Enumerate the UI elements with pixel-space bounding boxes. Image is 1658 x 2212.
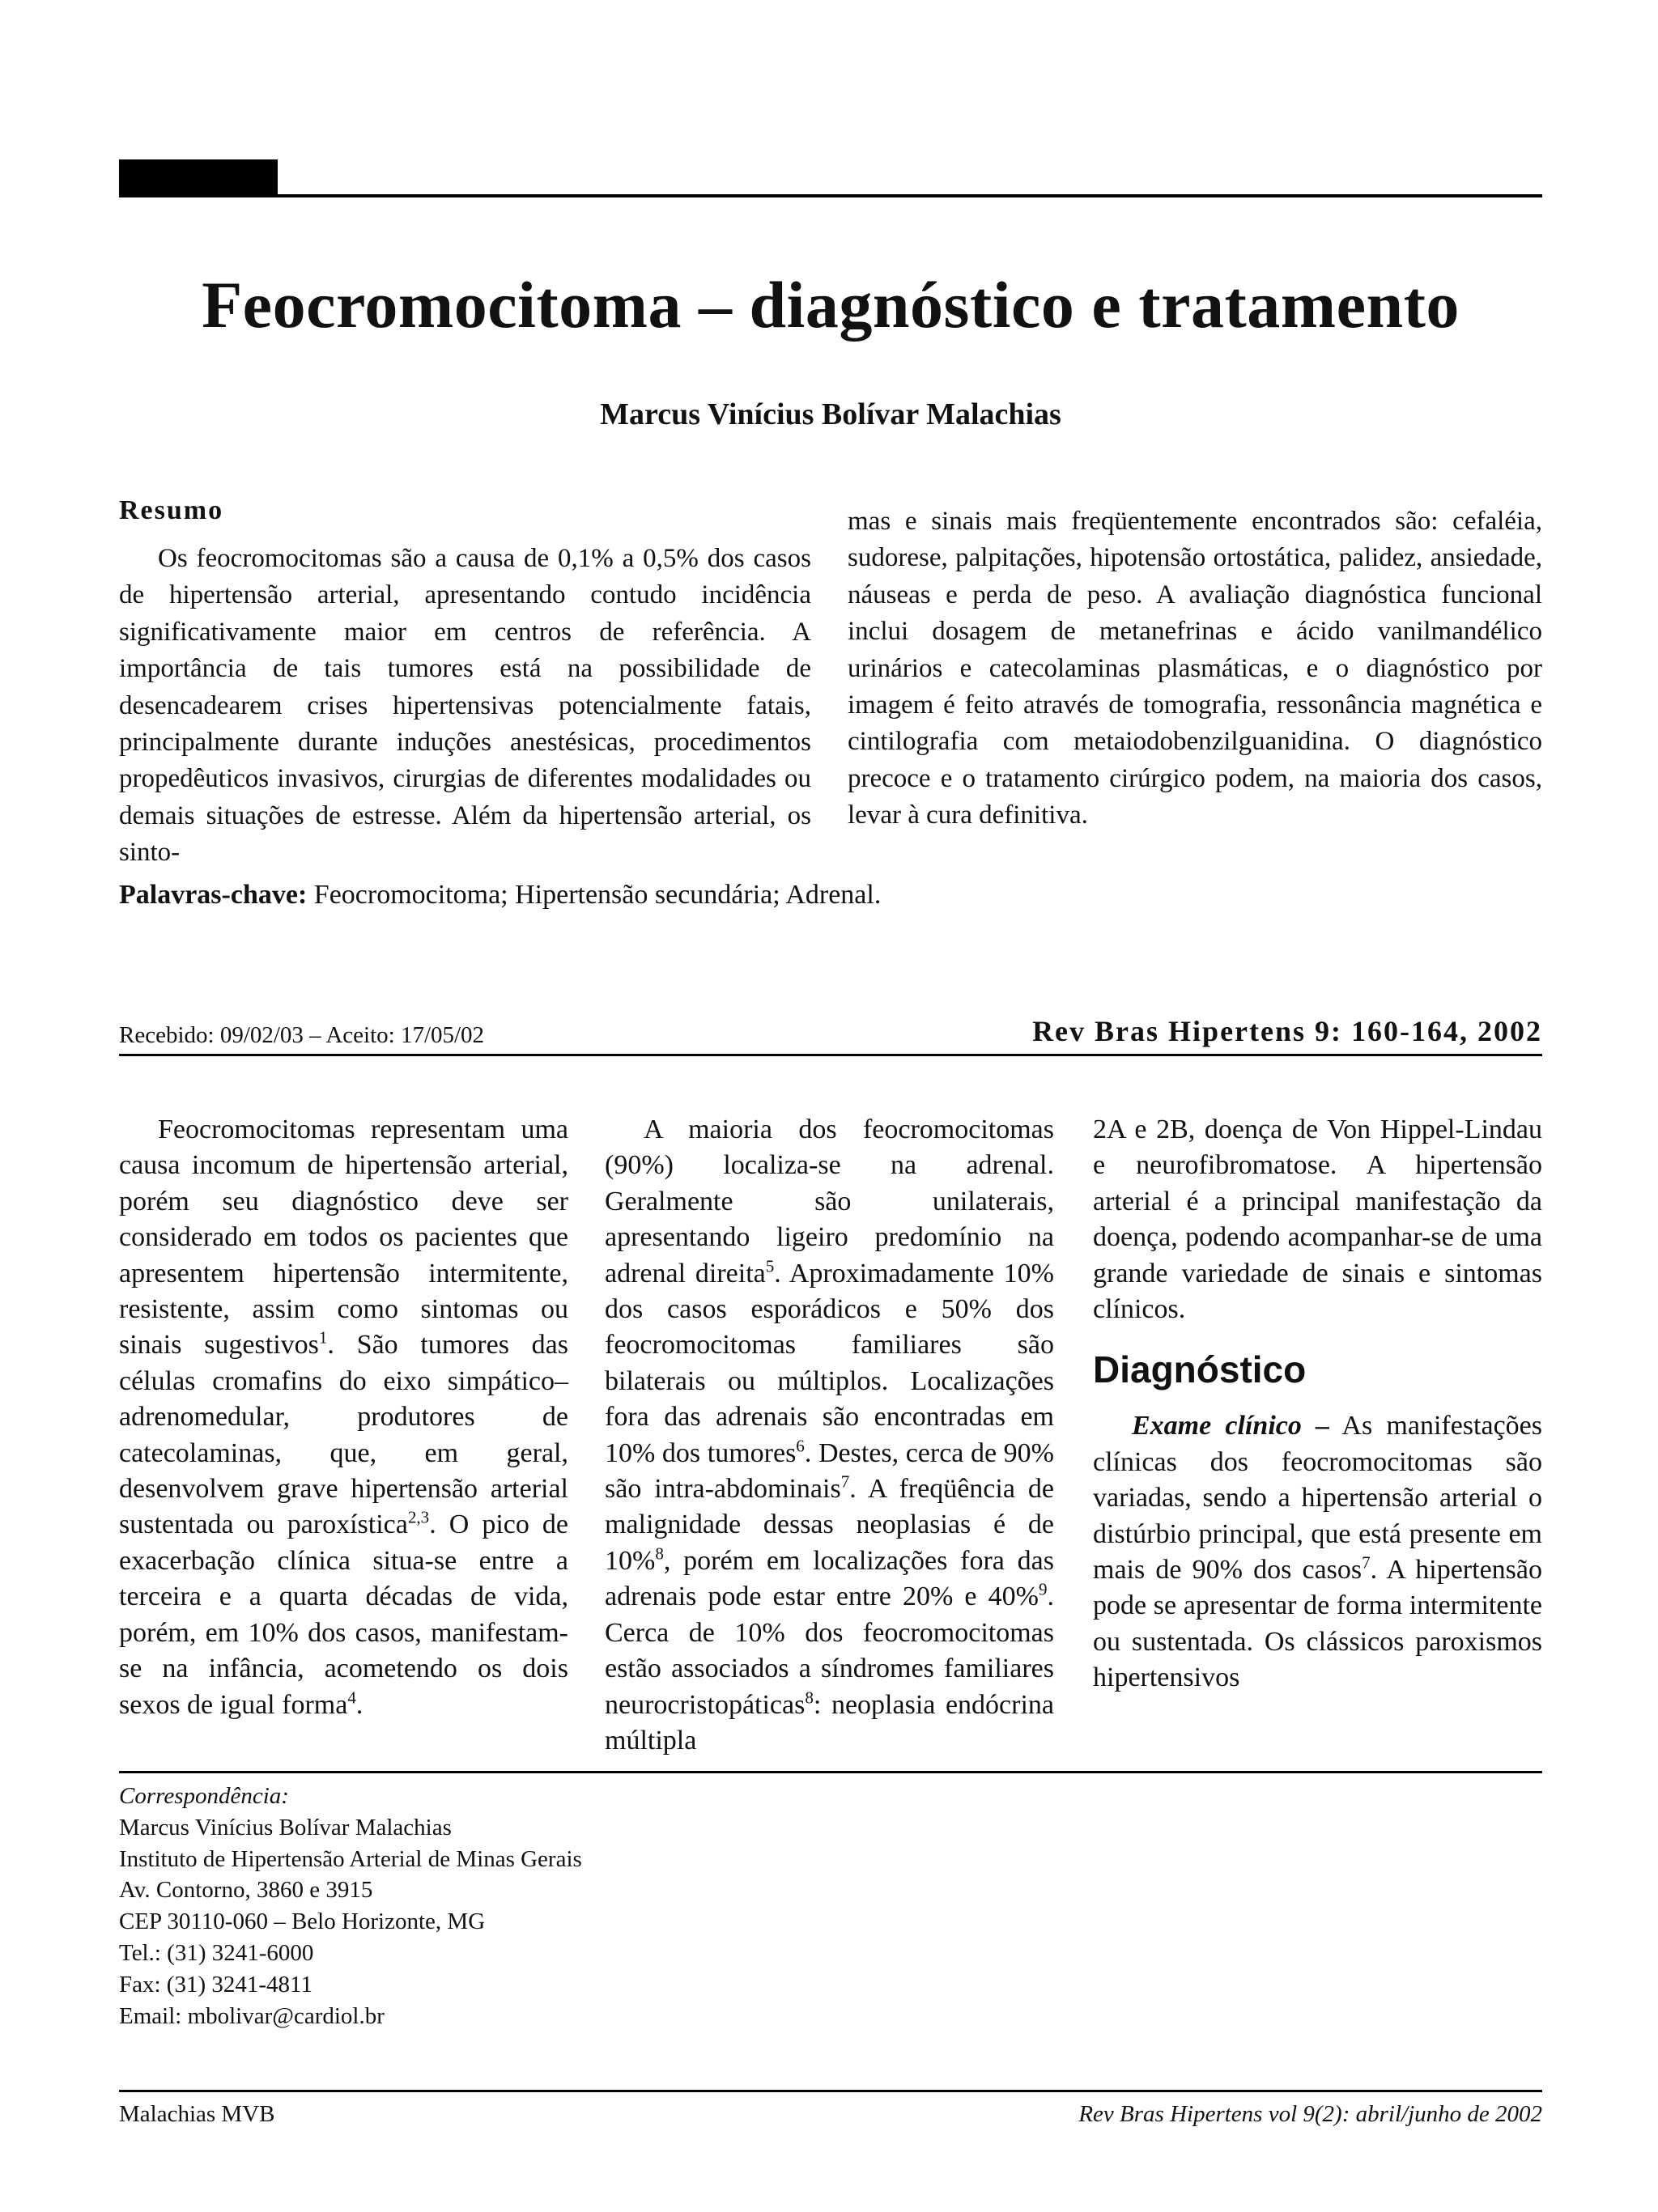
reference-superscript: 7 — [840, 1471, 850, 1492]
correspondence-rule — [119, 1771, 1542, 1773]
correspondence-name: Marcus Vinícius Bolívar Malachias — [119, 1814, 452, 1841]
reference-superscript: 7 — [1362, 1552, 1371, 1573]
header-black-block — [119, 159, 278, 197]
reference-superscript: 8 — [655, 1543, 664, 1564]
footer-rule — [119, 2090, 1542, 2092]
correspondence-institution: Instituto de Hipertensão Arterial de Minas Gerais — [119, 1845, 582, 1872]
abstract-left-text: Os feocromocitomas são a causa de 0,1% a 0,5% dos casos de hipertensão arterial, apresentando contudo incidência significativamente maior em centros de referência. A importância de tais tumores está na possibilidade de desencadearem crises hipertensivas potencialmente fatais, principalmente durante induções anestésicas, procedimentos propedêuticos invasivos, cirurgias de diferentes modalidades ou demais situações de estresse. Além da hipertensão arterial, os sinto- — [119, 544, 811, 868]
received-dates: Recebido: 09/02/03 – Aceito: 17/05/02 — [119, 1022, 485, 1048]
body-column-1 — [119, 1112, 568, 1723]
reference-superscript: 5 — [765, 1256, 775, 1276]
body-column-2 — [605, 1112, 1054, 1759]
abstract-right-text: mas e sinais mais freqüentemente encontrados são: cefaléia, sudorese, palpitações, hipotensão ortostática, palidez, ansiedade, náuseas e perda de peso. A avaliação diagnóstica funcional inclui dosagem de metanefrinas e ácido vanilmandélico urinários e catecolaminas plasmáticas, e o diagnóstico por imagem é feito através de tomografia, ressonância magnética e cintilografia com metaiodobenzilguanidina. O diagnóstico precoce e o tratamento cirúrgico podem, na maioria dos casos, levar à cura definitiva. — [848, 507, 1542, 830]
article-author: Marcus Vinícius Bolívar Malachias — [600, 397, 1061, 431]
body-column-3 — [1093, 1112, 1542, 1696]
correspondence-cep: CEP 30110-060 – Belo Horizonte, MG — [119, 1908, 486, 1935]
keywords — [119, 880, 881, 911]
col2-paragraph: A maioria dos feocromocitomas (90%) localiza-se na adrenal. Geralmente são unilaterais, apresentando ligeiro predomínio na adrenal direita$^5$. Aproximadamente 10% dos casos esporádicos e 50% dos feocromocitomas familiares são bilaterais ou múltiplos. Localizações fora das adrenais são encontradas em 10% dos tumores$^6$. Destes, cerca de 90% são intra-abdominais$^7$. A freqüência de malignidade dessas neoplasias é de 10%$^8$, porém em localizações fora das adrenais pode estar entre 20% e 40%$^9$. Cerca de 10% dos feocromocitomas estão associados a síndromes familiares neurocristopáticas$^8$: neoplasia endócrina múltipla — [605, 1114, 1054, 1756]
correspondence-email: Email: mbolivar@cardiol.br — [119, 2002, 385, 2029]
abstract-left-column — [119, 541, 811, 872]
col3-paragraph-exame: Exame clínico – As manifestações clínicas dos feocromocitomas são variadas, sendo a hipertensão arterial o distúrbio principal, que está presente em mais de 90% dos casos$^7$. A hipertensão pode se apresentar de forma intermitente ou sustentada. Os clássicos paroxismos hipertensivos — [1093, 1411, 1542, 1693]
correspondence-address: Av. Contorno, 3860 e 3915 — [119, 1877, 373, 1904]
journal-citation: Rev Bras Hipertens 9: 160-164, 2002 — [1032, 1015, 1542, 1047]
correspondence-fax: Fax: (31) 3241-4811 — [119, 1971, 312, 1998]
correspondence-tel: Tel.: (31) 3241-6000 — [119, 1939, 314, 1966]
keywords-label: Palavras-chave: — [119, 880, 308, 910]
body-top-rule — [119, 1054, 1542, 1056]
abstract-right-column — [848, 503, 1542, 834]
reference-superscript: 4 — [347, 1688, 356, 1708]
correspondence-block — [119, 1781, 582, 2032]
col1-paragraph: Feocromocitomas representam uma causa incomum de hipertensão arterial, porém seu diagnóstico deve ser considerado em todos os pacientes que apresentem hipertensão intermitente, resistente, assim como sintomas ou sinais sugestivos$^1$. São tumores das células cromafins do eixo simpático–adrenomedular, produtores de catecolaminas, que, em geral, desenvolvem grave hipertensão arterial sustentada ou paroxística$^{2,3}$. O pico de exacerbação clínica situa-se entre a terceira e a quarta décadas de vida, porém, em 10% dos casos, manifestam-se na infância, acometendo os dois sexos de igual forma$^4$. — [119, 1114, 569, 1720]
keywords-value: Feocromocitoma; Hipertensão secundária; Adrenal. — [307, 880, 882, 910]
article-title: Feocromocitoma – diagnóstico e tratamento — [202, 268, 1460, 342]
header-rule — [119, 194, 1542, 197]
reference-superscript: 9 — [1038, 1579, 1048, 1599]
reference-superscript: 1 — [318, 1328, 328, 1348]
reference-superscript: 8 — [805, 1688, 814, 1708]
abstract-heading: Resumo — [119, 495, 224, 525]
reference-superscript: 6 — [796, 1436, 805, 1456]
correspondence-label: Correspondência: — [119, 1783, 289, 1809]
section-heading-diagnostico: Diagnóstico — [1093, 1348, 1307, 1391]
footer-journal: Rev Bras Hipertens vol 9(2): abril/junho de 2002 — [1078, 2101, 1542, 2127]
col3-paragraph: 2A e 2B, doença de Von Hippel-Lindau e neurofibromatose. A hipertensão arterial é a principal manifestação da doença, podendo acompanhar-se de uma grande variedade de sinais e sintomas clínicos. — [1093, 1114, 1542, 1325]
subheading-exame-clinico: Exame clínico – — [1132, 1411, 1330, 1441]
footer-author: Malachias MVB — [119, 2101, 275, 2127]
reference-superscript: 2,3 — [407, 1508, 430, 1528]
